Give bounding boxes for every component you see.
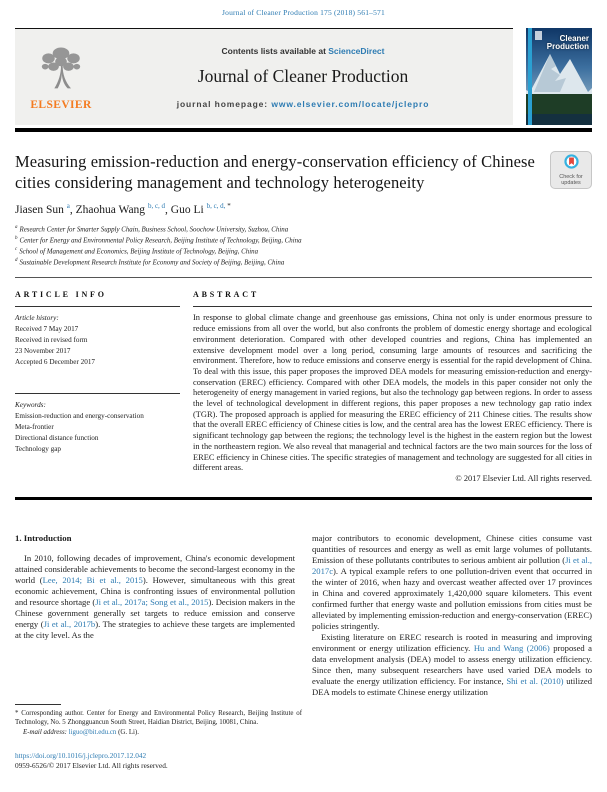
abstract-copyright: © 2017 Elsevier Ltd. All rights reserved. (455, 473, 592, 483)
check-for-updates-label-2: updates (561, 180, 581, 187)
info-top-rule (15, 277, 592, 278)
imprint-block (15, 751, 168, 771)
affiliation-c-text: School of Management and Economics, Beijing Institute of Technology, Beijing, China (19, 248, 259, 256)
abstract-column (193, 290, 592, 484)
citation-link[interactable]: Ji et al., 2017c (312, 555, 592, 577)
affiliations-list (15, 224, 592, 268)
article-info-rule (15, 306, 180, 307)
sciencedirect-link[interactable]: ScienceDirect (328, 45, 385, 56)
info-abstract-section (15, 290, 592, 484)
citation-link[interactable]: Ji et al., 2017a; Song et al., 2015 (95, 597, 209, 608)
abstract-text: In response to global climate change and greenhouse gas emissions, China not only is under enormous pressure to reduce emissions from all over the world, but also confronts the problem of domestic energy shortage and ecological environment deterioration. Compared with other developed countries and regions, China has implemented an extensive development model over a long period, consuming large amounts of resources and sacrificing the environment. Therefore, how to reduce emissions and conserve energy is essential for the rapid development of China. To deal with this issue, this paper proposes the improved DEA models for measuring emission-reduction and energy-conservation (EREC) efficiency. Compared with other DEA models, the models in this paper consider not only the heterogeneity of energy management in varied regions, but also the technology gap between regions. In order to assess the level of technological development in different regions, this paper proposes a new technology gap ratio index (TGR). The proposed approach is applied for measuring the EREC efficiency of 211 Chinese cities. The results show that the overall EREC efficiency of Chinese cities is low, and the central area has the lowest EREC efficiency. There is significant technology gap between the regions; the technology level is the highest in the eastern region but the lowest in the northeastern region. We also reveal that managerial and technical factors are the two main sources for the loss of EREC efficiency in Chinese cities. The specific strategies of management and technology are suggested for all cities in different areas. (193, 313, 592, 473)
affiliation-b-text: Center for Energy and Environmental Policy Research, Beijing Institute of Technology, Beijing, China (19, 237, 302, 245)
elsevier-tree-icon (36, 44, 86, 96)
affiliation-a (15, 224, 592, 235)
citation-link[interactable]: liguo@bit.edu.cn (68, 728, 117, 736)
intro-paragraph-right-2: Existing literature on EREC research is rooted in measuring and improving environment or energy utilization efficiency. Hu and Wang (2006) proposed a data envelopment analysis (DEA) model to assess energy utilization efficiency. Since then, many subsequent researchers have used varied DEA models to evaluate the energy utilization efficiency. For instance, Shi et al. (2010) utilized DEA models to estimate Chinese energy utilization (312, 632, 593, 698)
footnote-rule (15, 704, 61, 705)
article-body (15, 533, 592, 698)
affiliation-c (15, 246, 592, 257)
contents-prefix: Contents lists available at (221, 45, 329, 56)
issn-copyright-line: 0959-6526/© 2017 Elsevier Ltd. All rights reserved. (15, 761, 168, 770)
section-1-heading: 1. Introduction (15, 533, 72, 544)
masthead (15, 28, 592, 125)
citation-link[interactable]: Shi et al. (2010) (506, 676, 564, 687)
history-line: Received 7 May 2017 (15, 325, 79, 334)
affiliation-c-sup: c (15, 247, 18, 253)
masthead-box (15, 28, 513, 125)
abstract-divider-bar (15, 497, 592, 501)
history-line: Received in revised form (15, 336, 88, 345)
check-for-updates-badge[interactable] (550, 151, 592, 189)
citation-link[interactable]: Ji et al., 2017b (43, 619, 96, 630)
history-label: Article history: (15, 314, 59, 323)
contents-line (101, 46, 505, 56)
history-line: 23 November 2017 (15, 346, 71, 355)
journal-title: Journal of Cleaner Production (197, 65, 409, 86)
article-info-heading: ARTICLE INFO (15, 290, 107, 300)
elsevier-wordmark: ELSEVIER (30, 98, 92, 111)
keyword: Directional distance function (15, 433, 99, 442)
citation-link[interactable]: Lee, 2014; Bi et al., 2015 (42, 575, 143, 586)
footnote-text: * Corresponding author. Center for Energy and Environmental Policy Research, Beijing Institute of Technology, No. 5 Zhongguancun South Street, Haidian District, Beijing, 10081, China. (15, 710, 302, 727)
keyword: Emission-reduction and energy-conservation (15, 412, 144, 421)
crossmark-icon (564, 154, 579, 169)
title-row (15, 151, 592, 193)
article-info-column (15, 290, 180, 484)
author-line: Jiasen Sun $^a$, Zhaohua Wang $^{b, c, d}$, Guo Li $^{b, c, d,}$ * (15, 202, 231, 217)
journal-citation-line: Journal of Cleaner Production 175 (2018) 561–571 (222, 8, 385, 17)
affiliation-d-sup: d (15, 258, 18, 264)
footnote-email-line: E-mail address: liguo@bit.edu.cn (G. Li). (23, 728, 139, 736)
homepage-prefix: journal homepage: (176, 98, 272, 109)
history-line: Accepted 6 December 2017 (15, 357, 96, 366)
homepage-line (101, 99, 505, 109)
keywords-label: Keywords: (15, 401, 46, 410)
abstract-rule (193, 306, 592, 307)
masthead-divider-bar (15, 128, 592, 132)
keywords-rule (15, 393, 180, 394)
affiliation-d-text: Sustainable Development Research Institute for Economy and Society of Beijing, Beijing, China (19, 259, 285, 267)
elsevier-logo[interactable] (21, 44, 101, 111)
cover-elsevier-mark (535, 31, 542, 40)
masthead-center (101, 46, 505, 109)
keyword: Meta-frontier (15, 423, 54, 431)
homepage-link[interactable]: www.elsevier.com/locate/jclepro (271, 98, 430, 109)
affiliation-b-sup: b (15, 236, 18, 242)
cover-title: Cleaner Production (546, 34, 589, 52)
affiliation-a-text: Research Center for Smarter Supply Chain, Business School, Soochow University, Suzhou, China (19, 226, 289, 234)
citation-link[interactable]: Hu and Wang (2006) (473, 643, 550, 654)
intro-paragraph-left: In 2010, following decades of improvement, China's economic development attained considerable achievements to become the second-largest economy in the world (Lee, 2014; Bi et al., 2015). However, simultaneous with this great economic achievement, China is confronting issues of environmental pollution and resource shortage (Ji et al., 2017a; Song et al., 2015). Decision makers in the Chinese government generally set targets to reduce emission and conserve energy (Ji et al., 2017b). The strategies to achieve these targets are implemented at the city level. As the (15, 553, 296, 641)
intro-paragraph-right-1: major contributors to economic development, Chinese cities consume vast quantities of resources and energy as well as emit large volumes of pollutants. Emission of these pollutants contributes to serious ambient air pollution (Ji et al., 2017c). A typical example refers to one pollution-driven event that occurred in the winter of 2016, when hazy and overcast weather affected over 17 provinces in China and covered approximately 1,420,000 square kilometers. This event confirmed further that energy waste and pollution emissions from cities must be alleviated by implementing emission-reduction and energy-conservation (EREC) policies stringently. (312, 533, 592, 632)
body-left-column (15, 533, 295, 698)
corresponding-author-footnote (15, 704, 302, 737)
keyword: Technology gap (15, 444, 62, 453)
citation-link[interactable]: b, c, d (147, 202, 166, 211)
body-right-column (312, 533, 592, 698)
affiliation-d (15, 257, 592, 268)
citation-link[interactable]: b, c, d, (206, 202, 228, 211)
article-title: Measuring emission-reduction and energy-conservation efficiency of Chinese cities considering management and technology heterogeneity (15, 152, 535, 193)
affiliation-a-sup: a (15, 225, 18, 231)
affiliation-b (15, 235, 592, 246)
citation-link[interactable]: a (66, 202, 70, 211)
abstract-heading: ABSTRACT (193, 290, 259, 300)
journal-cover-image (526, 28, 592, 125)
check-for-updates-label-1: Check for (559, 174, 583, 180)
doi-link[interactable]: https://doi.org/10.1016/j.jclepro.2017.12.042 (15, 751, 147, 760)
